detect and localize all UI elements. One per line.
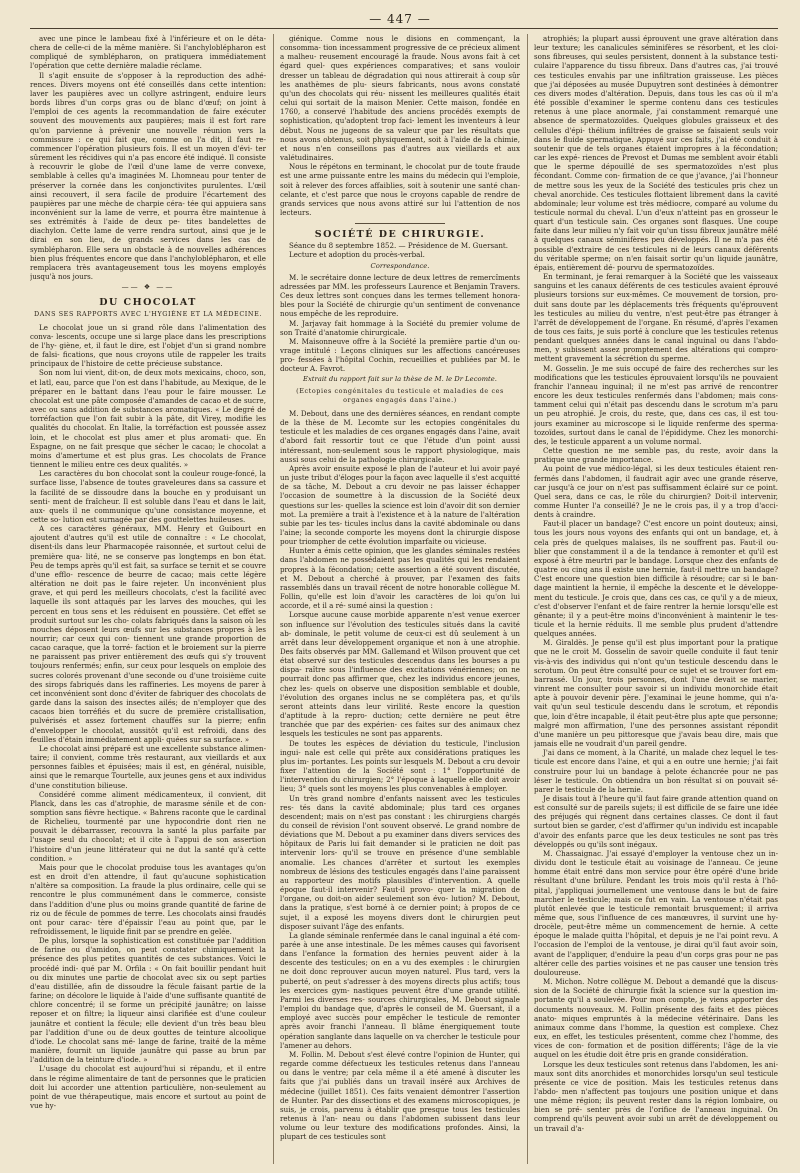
paragraph: Mais pour que le chocolat produise tous les avantages qu'on est en droit d'en attendre, il faut qu'aucune sophistication n'altère sa composition. La fraude la plus ordinaire, celle qui se rencontre le plus communément dans le commerce, consiste dans l'addition d'une plus ou moins grande quantité de farine de riz ou de fécule de pommes de terre. Les chocolats ainsi fraudés ont pour carac- tère d'épaissir l'eau au point que, par le refroidissement, le liquide finit par se prendre en gelée. — [30, 862, 266, 936]
correspondence-heading: Correspondance. — [370, 261, 430, 270]
paragraph: L'usage du chocolat est aujourd'hui si répandu, et il entre dans le régime alimentaire de tant de personnes que le praticien doit lui accorder une attention particulière, non-seulement au point de vue thérapeutique, mais encore et surtout au point de vue hy- — [30, 1064, 266, 1110]
column-divider — [273, 34, 274, 1164]
paragraph: A ces caractères généraux, MM. Henry et Guibourt en ajoutent d'autres qu'il est utile de connaître : « Le chocolat, disent-ils dans leur Pharmacopée raisonnée, et surtout celui de première qua- lité, ne se conserve pas longtemps en bon état. Peu de temps après qu'il est fait, sa surface se ternit et se couvre d'une efflo- rescence de beurre de cacao; mais cette légère altération ne doit pas le faire rejeter. Un inconvénient plus grave, et qui perd les meilleurs chocolats, c'est la facilité avec laquelle ils sont attaqués par les larves des mouches, qui les percent en tous sens et les réduisent en poussière. Cet effet se produit surtout sur les cho- colats fabriqués dans la saison où les mouches déposent leurs œufs sur les substances propres à les nourrir; car ceux qui con- tiennent une grande proportion de cacao caraque, que la torré- faction et le broiement sur la pierre ne paraissent pas priver entièrement des œufs qui s'y trouvent toujours renfermés; enfin, sur ceux pour lesquels on emploie des sucres colorés provenant d'une seconde ou d'une troisième cuite des sirops fabriqués dans les raffineries. Les moyens de parer à cet inconvénient sont donc d'éviter de fabriquer des chocolats de garde dans la saison des insectes ailés; de n'employer que des cacaos bien torréfiés et du sucre de première cristallisation, pulvérisés et assez fortement chauffés sur la pierre; enfin d'envelopper le chocolat, aussitôt qu'il est refroidi, dans des feuilles d'étain immédiatement appli- quées sur sa surface. » — [30, 524, 266, 744]
article-title: DU CHOCOLAT — [99, 297, 197, 309]
paragraph: M. le secrétaire donne lecture de deux lettres de remercîments adressées par MM. les professeurs Laurence et Benjamin Travers. Ces deux lettres sont conçues dans les termes tellement honora- bles pour la Société de chirurgie qu'un sentiment de convenance nous empêche de les reproduire. — [280, 272, 520, 319]
section-title: SOCIÉTÉ DE CHIRURGIE. — [314, 229, 486, 241]
paragraph: Considéré comme aliment médicamenteux, il convient, dit Planck, dans les cas d'atrophie, de marasme sénile et de con- somption sans fièvre hectique. « Bahrens raconte que le cardinal de Richelieu, tourmenté par une hypocondrie dont rien ne pouvait le débarrasser, recouvra la santé la plus parfaite par l'usage seul du chocolat; et il cite à l'appui de son assertion l'histoire d'un jeune littérateur qui ne dut la santé qu'à cette condition. » — [30, 789, 266, 863]
column-2 — [280, 34, 520, 1164]
column-3 — [534, 34, 778, 1164]
header-rule — [30, 28, 778, 29]
paragraph: M. Giraldès. Je pense qu'il est plus important pour la pratique que ne le croit M. Gosselin de savoir quelle conduite il faut tenir vis-à-vis des individus qui n'ont qu'un testicule descendu dans le scrotum. On peut être consulté pour ce sujet et se trouver fort em- barrassé. Un jour, trois personnes, dont l'une devait se marier, vinrent me consulter pour savoir si un individu monorchide était apte à pouvoir devenir père. J'examinai le jeune homme, qui n'a- vait qu'un seul testicule descendu dans le scrotum, et répondis que, loin d'être incapable, il était peut-être plus apte que personne; malgré mon affirmation, l'une des personnes assistant répondit d'une manière un peu pittoresque que j'avais beau dire, mais que jamais elle ne voudrait d'un pareil gendre. — [534, 638, 778, 749]
column-divider — [527, 34, 528, 1164]
paragraph: Lorsque aucune cause morbide apparente n'est venue exercer son influence sur l'évolution des testicules situés dans la cavité ab- dominale, le petit volume de ceux-ci est dû seulement à un arrêt dans leur développement organique et non à une atrophie. Des faits observés par MM. Gallemand et Wilson prouvent que cet état observé sur des testicules descendus dans les bourses a pu dispa- raître sous l'influence des excitations vénériennes; on ne pourrait donc pas affirmer que, chez les individus encore jeunes, chez les- quels on observe une disposition semblable et double, l'évolution des organes inclus ne se complétera pas, et qu'ils seront atteints dans leur virilité. Reste encore la question d'aptitude à la repro- duction; cette dernière ne peut être tranchée que par des expérien- ces faites sur des animaux chez lesquels les testicules ne sont pas apparents. — [280, 610, 520, 739]
paragraph: De plus, lorsque la sophistication est constituée par l'addition de farine ou d'amidon, on peut constater chimiquement la présence des plus petites quantités de ces substances. Voici le procédé indi- qué par M. Orfila : « On fait bouillir pendant huit ou dix minutes une partie de chocolat avec six ou sept parties d'eau distillée, afin de dissoudre la fécule faisant partie de la farine; on décolore le liquide à l'aide d'une suffisante quantité de chlore concentré; il se forme un précipité jaunâtre; on laisse reposer et on filtre; la liqueur ainsi clarifiée est d'une couleur jaunâtre et contient la fécule; elle devient d'un très beau bleu par l'addition d'une ou de deux gouttes de teinture alcoolique d'iode. Le chocolat sans mé- lange de farine, traité de la même manière, fournit un liquide jaunâtre qui passe au brun par l'addition de la teinture d'iode. » — [30, 936, 266, 1065]
paragraph: Nous le répétons en terminant, le chocolat pur de toute fraude est une arme puissante entre les mains du médecin qui l'emploie, soit à relever des forces affaiblies, soit à soutenir une santé chan- celante, et c'est parce que nous le croyons capable de rendre de grands services que nous avons attiré sur lui l'attention de nos lecteurs. — [280, 162, 520, 217]
paragraph: Le chocolat ainsi préparé est une excellente substance alimen- taire; il convient, comme très restaurant, aux vieillards et aux personnes faibles et épuisées; mais il est, en général, nuisible, ainsi que le remarque Tourtelle, aux jeunes gens et aux individus d'une constitution bilieuse. — [30, 743, 266, 790]
paragraph: M. Maisonneuve offre à la Société la première partie d'un ou- vrage intitulé : Leçons cliniques sur les affections cancéreuses pro- fessées à l'hôpital Cochin, recueillies et publiées par M. le docteur A. Favrot. — [280, 336, 520, 374]
paragraph: avec une pince le lambeau fixé à l'inférieure et on le déta- chera de celle-ci de la même manière. Si l'anchyloblépharon est compliqué de symblépharon, on pratiquera immédiatement l'opération que cette dernière maladie réclame. — [30, 34, 266, 71]
paragraph: M. Jarjavay fait hommage à la Société du premier volume de son Traité d'anatomie chirurgicale. — [280, 318, 520, 337]
paragraph: Au point de vue médico-légal, si les deux testicules étaient ren- fermés dans l'abdomen, il faudrait agir avec une grande réserve, car jusqu'à ce jour on n'est pas suffisamment éclairé sur ce point. Quel sera, dans ce cas, le rôle du chirurgien? Doit-il intervenir, comme Hunter l'a conseillé? Je ne le crois pas, il y a trop d'acci- dents à craindre. — [534, 464, 778, 520]
paragraph: M. Chassaignac. J'ai essayé d'employer la ventouse chez un in- dividu dont le testicule était au voisinage de l'anneau. Ce jeune homme était entré dans mon service pour être opéré d'une bride résultant d'une brûlure. Pendant les trois mois qu'il resta à l'hô- pital, j'appliquai journellement une ventouse dans le but de faire marcher le testicule; mais ce fut en vain. La ventouse n'était pas plutôt enlevée que le testicule remontait brusquement; il arriva même que, sous l'influence de ces manœuvres, il survint une hy- drocèle, peut-être même un commencement de hernie. A cette époque le malade quitta l'hôpital, et depuis je ne l'ai point revu. A l'occasion de l'emploi de la ventouse, je dirai qu'il faut avoir soin, avant de l'appliquer, d'enduire la peau d'un corps gras pour ne pas altérer celle des parties voisines et ne pas causer une tension très douloureuse. — [534, 848, 778, 977]
paragraph: De toutes les espèces de déviation du testicule, l'inclusion ingui- nale est celle qui prête aux considérations pratiques les plus im- portantes. Les points sur lesquels M. Debout a cru devoir fixer l'attention de la Société sont : 1° l'opportunité de l'intervention du chirurgien; 2° l'époque à laquelle elle doit avoir lieu; 3° quels sont les moyens les plus convenables à employer. — [280, 738, 520, 794]
paragraph: Faut-il placer un bandage? C'est encore un point douteux; ainsi, tous les jours nous voyons des enfants qui ont un bandage, et, à cela près de quelques malaises, ils ne souffrent pas. Faut-il ou- blier que constamment il a de la tendance à remonter et qu'il est exposé à être meurtri par le bandage. Lorsque chez des enfants de quatre ou cinq ans il existe une hernie, faut-il mettre un bandage? C'est encore une question bien difficile à résoudre; car si le ban- dage maintient la hernie, il empêche la descente et le développe- ment du testicule. Je crois que, dans ces cas, ce qu'il y a de mieux, c'est d'observer l'enfant et de faire rentrer la hernie lorsqu'elle est gênante; il y a peut-être moins d'inconvénient à maintenir le tes- ticule et la hernie réduits. Il me semble plus prudent d'attendre quelques années. — [534, 519, 778, 639]
paragraph: Cette question ne me semble pas, du reste, avoir dans la pratique une grande importance. — [534, 446, 778, 465]
ornament-divider: —— ❖ —— — [121, 283, 175, 292]
page-number: — 447 — — [369, 12, 431, 26]
paragraph: Un très grand nombre d'enfants naissent avec les testicules res- tés dans la cavité abdominale; plus tard ces organes descendent; mais on n'est pas constant : les chirurgiens chargés du conseil de révision l'ont souvent observé. Le grand nombre de déviations que M. Debout a pu examiner dans divers services des hôpitaux de Paris lui fait demander si le praticien ne doit pas intervenir lors- qu'il se trouve en présence d'une semblable anomalie. Les chances d'arrêter et surtout les exemples nombreux de lésions des testicules engagés dans l'aine paraissent au rapporteur des motifs plausibles d'intervention. A quelle époque faut-il intervenir? Faut-il provo- quer la migration de l'organe, ou doit-on aider seulement son évo- lution? M. Debout, dans la pratique, s'est borné à ce dernier point; à propos de ce sujet, il a exposé les moyens divers dont le chirurgien peut disposer suivant l'âge des enfants. — [280, 793, 520, 931]
paragraph: Le chocolat joue un si grand rôle dans l'alimentation des conva- lescents, occupe une si large place dans les prescriptions de l'hy- giène, et, il faut le dire, est l'objet d'un si grand nombre de falsi- fications, que nous croyons utile de rappeler les traits principaux de l'histoire de cette précieuse substance. — [30, 322, 266, 369]
paragraph: En terminant, je ferai remarquer à la Société que les vaisseaux sanguins et les canaux déférents de ces testicules avaient éprouvé plusieurs torsions sur eux-mêmes. Ce mouvement de torsion, pro- duit sans doute par les déplacements très fréquents qu'éprouvent les testicules au milieu du ventre, n'est peut-être pas étranger à l'arrêt de développement de l'organe. En résumé, d'après l'examen de tous ces faits, je suis porté à conclure que les testicules retenus pendant quelques années dans le canal inguinal ou dans l'abdo- men, y subissent assez promptement des altérations qui compro- mettent gravement la sécrétion du sperme. — [534, 272, 778, 364]
paragraph: Je disais tout à l'heure qu'il faut faire grande attention quand on est consulté sur de pareils sujets; il est difficile de se faire une idée des préjugés qui règnent dans certaines classes. Ce dont il faut surtout bien se garder, c'est d'affirmer qu'un individu est incapable d'avoir des enfants parce que les deux testicules ne sont pas très développés ou qu'ils sont inégaux. — [534, 793, 778, 849]
session-line: Séance du 8 septembre 1852. — Présidence de M. Guersant. — [289, 241, 509, 251]
minutes-line: Lecture et adoption du procès-verbal. — [289, 250, 425, 260]
paragraph: M. Gosselin. Je me suis occupé de faire des recherches sur les modifications que les testicules éprouvaient lorsqu'ils ne pouvaient franchir l'anneau inguinal; il ne m'est pas arrivé de rencontrer encore les deux testicules renfermés dans l'abdomen; mais cons- tamment celui qui n'était pas descendu dans le scrotum m'a paru un peu atrophié. Je crois, du reste, que, dans ces cas, il est tou- jours examiner au microscope si le liquide renferme des sperma- tozoïdes, surtout dans le canal de l'épididyme. Chez les monorchi- des, le testicule apparent a un volume normal. — [534, 363, 778, 446]
paragraph: J'ai dans ce moment, à la Charité, un malade chez lequel le tes- ticule est encore dans l'aine, et qui a en outre une hernie; j'ai fait construire pour lui un bandage à pelote échancrée pour ne pas léser le testicule. On obtiendra un bon résultat si on pouvait sé- parer le testicule de la hernie. — [534, 748, 778, 794]
article-subtitle: DANS SES RAPPORTS AVEC L'HYGIÈNE ET LA MÉDECINE. — [33, 309, 263, 318]
paragraph: Hunter a émis cette opinion, que les glandes séminales restées dans l'abdomen ne possédaient pas les qualités qui les rendaient propres à la fécondation; cette assertion a été souvent discutée, et M. Debout a cherché à prouver, par l'examen des faits rassemblés dans un travail récent de notre honorable collègue M. Follin, qu'elle est loin d'avoir les caractères de loi qu'on lui accorde, et il a ré- sumé ainsi la question : — [280, 546, 520, 611]
paragraph: M. Follin. M. Debout s'est élevé contre l'opinion de Hunter, qui regarde comme défectueux les testicules retenus dans l'anneau ou dans le ventre; par cela même il a été amené à discuter les faits que j'ai publiés dans un travail inséré aux Archives de médecine (juillet 1851). Ces faits venaient démontrer l'assertion de Hunter. Par des dissections et des examens microscopiques, je suis, je crois, parvenu à établir que presque tous les testicules retenus à l'an- neau ou dans l'abdomen subissent dans leur volume ou leur texture des modifications profondes. Ainsi, la plupart de ces testicules sont — [280, 1049, 520, 1142]
paragraph: Après avoir ensuite exposé le plan de l'auteur et lui avoir payé un juste tribut d'éloges pour la façon avec laquelle il s'est acquitté de sa tâche, M. Debout a cru devoir ne pas laisser échapper l'occasion de soumettre à la discussion de la Société deux questions sur les- quelles la science est loin d'avoir dit son dernier mot. La première a trait à l'existence et à la nature de l'altération subie par les tes- ticules inclus dans la cavité abdominale ou dans l'aine; la seconde comporte les moyens dont la chirurgie dispose pour triompher de cette évolution imparfaite ou vicieuse. — [280, 463, 520, 547]
paragraph: La glande séminale renfermée dans le canal inguinal a été com- parée à une anse intestinale. De les mêmes causes qui favorisent dans l'enfance la formation des hernies peuvent aider à la descente des testicules; on en a vu des exemples : le chirurgien ne doit donc reprouver aucun moyen naturel. Plus tard, vers la puberté, on peut s'adresser à des moyens directs plus actifs; tous les exercices gym- nastiques peuvent être d'une grande utilité. Parmi les diverses res- sources chirurgicales, M. Debout signale l'emploi du bandage que, d'après le conseil de M. Guersant, il a employé avec succès pour empêcher le testicule de remonter après avoir franchi l'anneau. Il blâme énergiquement toute opération sanglante dans laquelle on va chercher le testicule pour l'amener au dehors. — [280, 930, 520, 1050]
section-separator — [355, 223, 445, 224]
report-heading: Extrait du rapport fait sur la thèse de M. le Dr Lecomte. — [303, 375, 497, 384]
paragraph: giénique. Comme nous le disions en commençant, la consomma- tion incessamment progressive de ce précieux aliment a malheu- reusement encouragé la fraude. Nous avons fait à cet égard quel- ques expériences comparatives; et sans vouloir dresser un tableau de dégradation qui nous attirerait à coup sûr les anathèmes de plu- sieurs fabricants, nous avons constaté qu'un des chocolats qui réu- nissent les meilleures qualités était celui qui sortait de la maison Menier. Cette maison, fondée en 1760, a conservé l'habitude des anciens procédés exempts de sophistication, qu'adoptent trop faci- lement les inventeurs à leur début. Nous ne jugeons de sa valeur que par les résultats que nous avons obtenus, soit physiquement, soit à l'aide de la chimie, et nous n'en conseillons pas d'autres aux vieillards et aux valétudinaires. — [280, 34, 520, 163]
paragraph: Son nom lui vient, dit-on, de deux mots mexicains, choco, son, et latl, eau, parce que l'on est dans l'habitude, au Mexique, de le préparer en le battant dans l'eau pour le faire mousser. Le chocolat est une pâte composée d'amandes de cacao et de sucre, avec ou sans addition de substances aromatiques. « Le degré de torréfaction que l'on fait subir à la pâte, dit Virey, modifie les qualités du chocolat. En Italie, la torréfaction est poussée assez loin, et le chocolat est plus amer et plus aromati- que. En Espagne, on ne fait presque que sécher le cacao; le chocolat a moins d'amertume et est plus gras. Les chocolats de France tiennent le milieu entre ces deux qualités. » — [30, 368, 266, 470]
paragraph: atrophiés; la plupart aussi éprouvent une grave altération dans leur texture; les canalicules séminifères se résorbent, et les cloi- sons fibreuses, qui seules persistent, donnent à la substance testi- culaire l'apparence du tissu fibreux. Dans d'autres cas, j'ai trouvé ces testicules envahis par une infiltration graisseuse. Les pièces que j'ai déposées au musée Dupuytren sont destinées à démontrer ces divers modes d'altération. Depuis, dans tous les cas où il m'a été possible d'examiner le sperme contenu dans ces testicules retenus à une place anormale, j'ai constamment remarqué une absence de spermatozoïdes. Quelques globules graisseux et des cellules d'épi- thélium infiltrées de graisse se faisaient seuls voir dans le fluide spermatique. Appuyé sur ces faits, j'ai été conduit à soutenir que de tels organes étaient impropres à la fécondation; car les expé- riences de Prevost et Dumas me semblent avoir établi que le sperme dépouillé de ses spermatozoïdes n'est plus fécondant. Comme con- firmation de ce que j'avance, j'ai l'honneur de mettre sous les yeux de la Société des testicules pris chez un cheval anorchide. Ces testicules flottaient librement dans la cavité abdominale; leur volume est très médiocre, comparé au volume du testicule normal du cheval. L'un d'eux n'atteint pas en grosseur le quart d'un testicule sain. Ces organes sont flasques. Une coupe faite dans leur milieu n'y fait voir qu'un tissu fibreux jaunâtre mêlé à quelques canaux séminifères peu développés. Il ne m'a pas été possible d'extraire de ces testicules ni de leurs canaux déférents du véritable sperme; on n'en faisait sortir qu'un liquide jaunâtre, épais, entièrement dé- pourvu de spermatozoïdes. — [534, 34, 778, 272]
report-subheading: (Ectopies congénitales du testicule et maladies de ces organes engagés dans l'aine.) — [296, 386, 504, 404]
paragraph: M. Michon. Notre collègue M. Debout a demandé que la discus- sion de la Société de chirurgie fixât la science sur la question im- portante qu'il a soulevée. Pour mon compte, je viens apporter des documents nouveaux. M. Follin présente des faits et des pièces anato- miques empruntés à la médecine vétérinaire. Dans les animaux comme dans l'homme, la question est complexe. Chez eux, en effet, les testicules présentent, comme chez l'homme, des vices de con- formation et de position différents; l'âge de la vie auquel on les étudie doit être pris en grande considération. — [534, 977, 778, 1060]
column-1 — [30, 34, 266, 1164]
paragraph: M. Debout, dans une des dernières séances, en rendant compte de la thèse de M. Lecomte sur les ectopies congénitales du testicule et les maladies de ces organes engagés dans l'aine, avait d'abord fait ressortir tout ce que l'étude d'un point aussi intéressant, non-seulement sous le rapport physiologique, mais aussi sous celui de la pathologie chirurgicale. — [280, 408, 520, 464]
paragraph: Lorsque les deux testicules sont retenus dans l'abdomen, les ani- maux sont dits anorchides et monorchides lorsqu'un seul testicule présente ce vice de position. Mais les testicules retenus dans l'abdo- men n'affectent pas toujours une position unique et dans une même région; ils peuvent rester dans la région lombaire, ou bien se pré- senter près de l'orifice de l'anneau inguinal. On comprend qu'ils peuvent avoir subi un arrêt de développement ou un travail d'a- — [534, 1059, 778, 1133]
paragraph: Les caractères du bon chocolat sont la couleur rouge-foncé, la surface lisse, l'absence de toutes graveleures dans sa cassure et la facilité de se dissoudre dans la bouche en y produisant un senti- ment de fraîcheur. Il est soluble dans l'eau et dans le lait, aux- quels il ne communique qu'une consistance moyenne, et cette so- lution est surnagée par des gouttelettes huileuses. — [30, 469, 266, 524]
paragraph: Il s'agit ensuite de s'opposer à la reproduction des adhé- rences. Divers moyens ont été conseillés dans cette intention: laver les paupières avec un collyre astringent, enduire leurs bords libres d'un corps gras ou de blanc d'œuf; on joint à l'emploi de ces agents la recommandation de faire exécuter souvent des mouvements aux paupières; mais il est fort rare qu'on parvienne à prévenir une nouvelle réunion vers la commissure : ce qui fait que, comme on l'a dit, il faut re- commencer l'opération plusieurs fois. Il est un moyen d'évi- ter sûrement les récidives qui n'a pas encore été indiqué. Il consiste à recouvrir le globe de l'œil d'une lame de verre convexe, semblable à celles qu'a imaginées M. Lhomneau pour tenter de préserver la cornée dans les conjonctivites purulentes. L'œil ainsi recouvert, il sera facile de produire l'écartement des paupières par une mèche de charpie céra- tée qui appuiera sans inconvénient sur la lame de verre, et pourra être maintenue à ses extrémités à l'aide de deux pe- tites bandelettes de diachylon. Cette lame de verre rendra surtout, ainsi que je le dirai en son lieu, de grands services dans les cas de symblépharon. Elle sera un obstacle à de nouvelles adhérences bien plus fréquentes encore que dans l'anchyloblépharon, et elle remplacera très avantageusement tous les moyens employés jusqu'à nos jours. — [30, 70, 266, 282]
